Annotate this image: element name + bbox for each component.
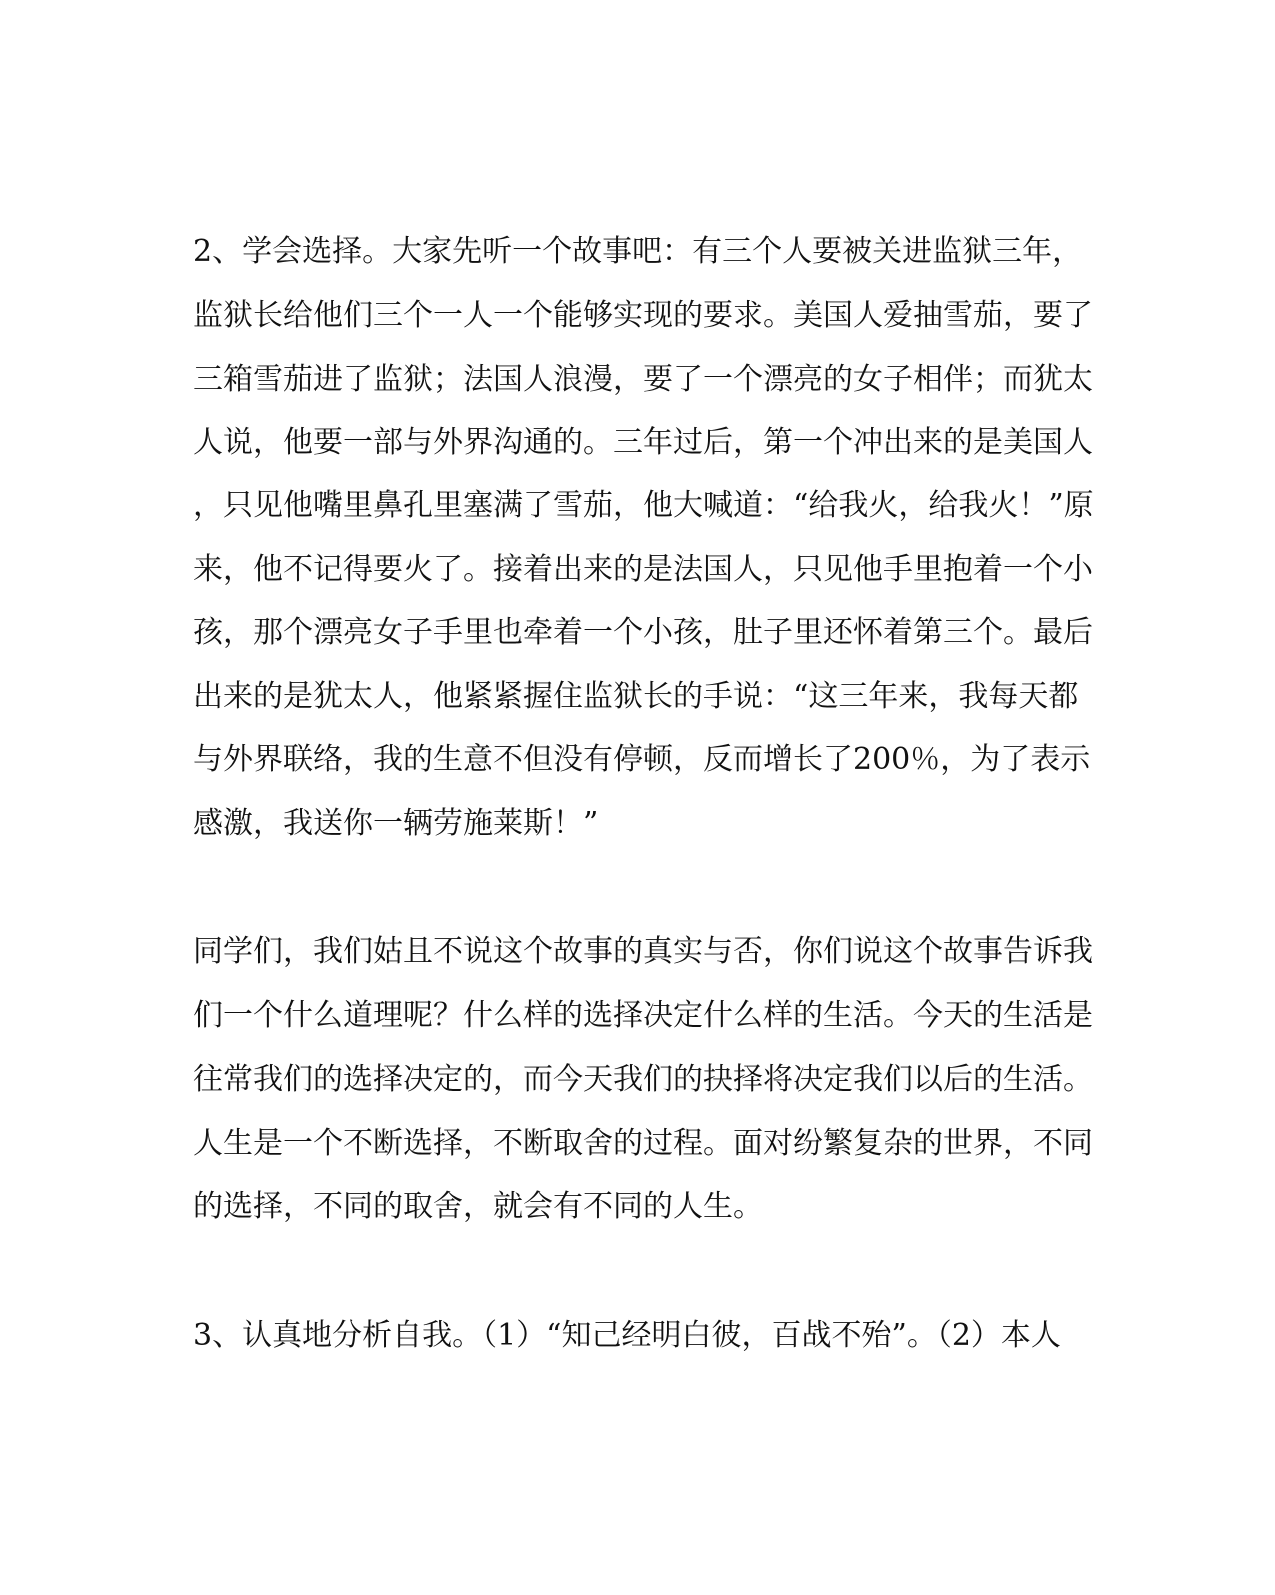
paragraph-3-line-1: 3、认真地分析自我。（1）“知己经明白彼，百战不殆”。（2）本人 [193, 1318, 1061, 1353]
paragraph-1-line-3: 三箱雪茄进了监狱；法国人浪漫，要了一个漂亮的女子相伴；而犹太 [193, 362, 1093, 397]
paragraph-1-line-8: 出来的是犹太人，他紧紧握住监狱长的手说：“这三年来，我每天都 [193, 679, 1079, 714]
paragraph-2-line-5: 的选择，不同的取舍，就会有不同的人生。 [193, 1189, 763, 1224]
paragraph-2-line-1: 同学们，我们姑且不说这个故事的真实与否，你们说这个故事告诉我 [193, 934, 1093, 969]
paragraph-1-line-6: 来，他不记得要火了。接着出来的是法国人，只见他手里抱着一个小 [193, 552, 1093, 587]
paragraph-2-line-2: 们一个什么道理呢？什么样的选择决定什么样的生活。今天的生活是 [193, 998, 1093, 1033]
paragraph-1-line-1: 2、学会选择。大家先听一个故事吧：有三个人要被关进监狱三年， [193, 234, 1083, 269]
paragraph-1-line-9: 与外界联络，我的生意不但没有停顿，反而增长了200％，为了表示 [193, 742, 1091, 777]
paragraph-1-line-2: 监狱长给他们三个一人一个能够实现的要求。美国人爱抽雪茄，要了 [193, 298, 1093, 333]
paragraph-1-line-4: 人说，他要一部与外界沟通的。三年过后，第一个冲出来的是美国人 [193, 425, 1093, 460]
paragraph-1-line-5: ，只见他嘴里鼻孔里塞满了雪茄，他大喊道：“给我火，给我火！”原 [193, 488, 1094, 523]
paragraph-1-line-7: 孩，那个漂亮女子手里也牵着一个小孩，肚子里还怀着第三个。最后 [193, 615, 1093, 650]
paragraph-2-line-3: 往常我们的选择决定的，而今天我们的抉择将决定我们以后的生活。 [193, 1062, 1093, 1097]
paragraph-2-line-4: 人生是一个不断选择，不断取舍的过程。面对纷繁复杂的世界，不同 [193, 1126, 1093, 1161]
paragraph-1-line-10: 感激，我送你一辆劳施莱斯！” [193, 806, 599, 841]
